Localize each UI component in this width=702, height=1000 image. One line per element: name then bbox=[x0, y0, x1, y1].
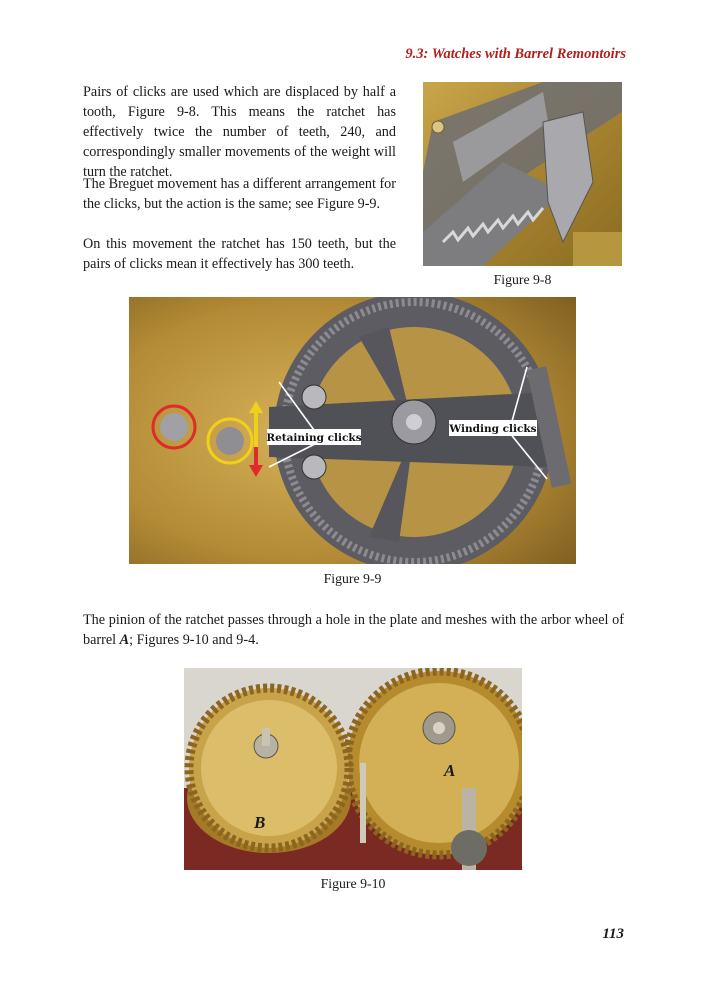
figure-9-10-photo bbox=[184, 668, 522, 870]
barrel-a-reference: A bbox=[119, 632, 130, 648]
retaining-clicks-label bbox=[266, 429, 361, 445]
paragraph-breguet: The Breguet movement has a different arrangement for the clicks, but the action is the same; see Figure 9-9. bbox=[83, 176, 396, 212]
winding-clicks-label bbox=[448, 420, 537, 436]
paragraph-ratchet-teeth: On this movement the ratchet has 150 teeth, but the pairs of clicks mean it effectively has 300 teeth. bbox=[83, 236, 396, 272]
label-barrel-a: A bbox=[444, 761, 456, 780]
svg-text:Retaining clicks: Retaining clicks bbox=[266, 432, 362, 444]
breguet-movement-image bbox=[129, 297, 576, 564]
figure-9-8-caption: Figure 9-8 bbox=[493, 272, 552, 287]
figure-9-9-caption: Figure 9-9 bbox=[323, 571, 382, 586]
paragraph-clicks-pairs: Pairs of clicks are used which are displaced by half a tooth, Figure 9-8. This means the ratchet has effectively twice the number of teeth, 240, and correspondingly smaller movements of the weight will turn the ratchet. bbox=[83, 84, 396, 180]
figure-9-8-photo bbox=[423, 82, 622, 266]
figure-9-9-photo bbox=[129, 297, 576, 564]
paragraph-pinion-text: The pinion of the ratchet passes through a hole in the plate and meshes with the arbor wheel of barrel bbox=[83, 612, 624, 648]
paragraph-pinion bbox=[83, 610, 624, 650]
paragraph-pinion-tail: ; Figures 9-10 and 9-4. bbox=[129, 632, 259, 648]
barrel-gears-image bbox=[184, 668, 522, 870]
ratchet-closeup-image bbox=[423, 82, 622, 266]
page-number: 113 bbox=[602, 926, 624, 942]
figure-9-10-caption: Figure 9-10 bbox=[320, 876, 386, 891]
svg-text:Winding clicks: Winding clicks bbox=[449, 423, 537, 435]
label-barrel-b: B bbox=[254, 813, 266, 832]
running-header: 9.3: Watches with Barrel Remontoirs bbox=[405, 46, 626, 62]
